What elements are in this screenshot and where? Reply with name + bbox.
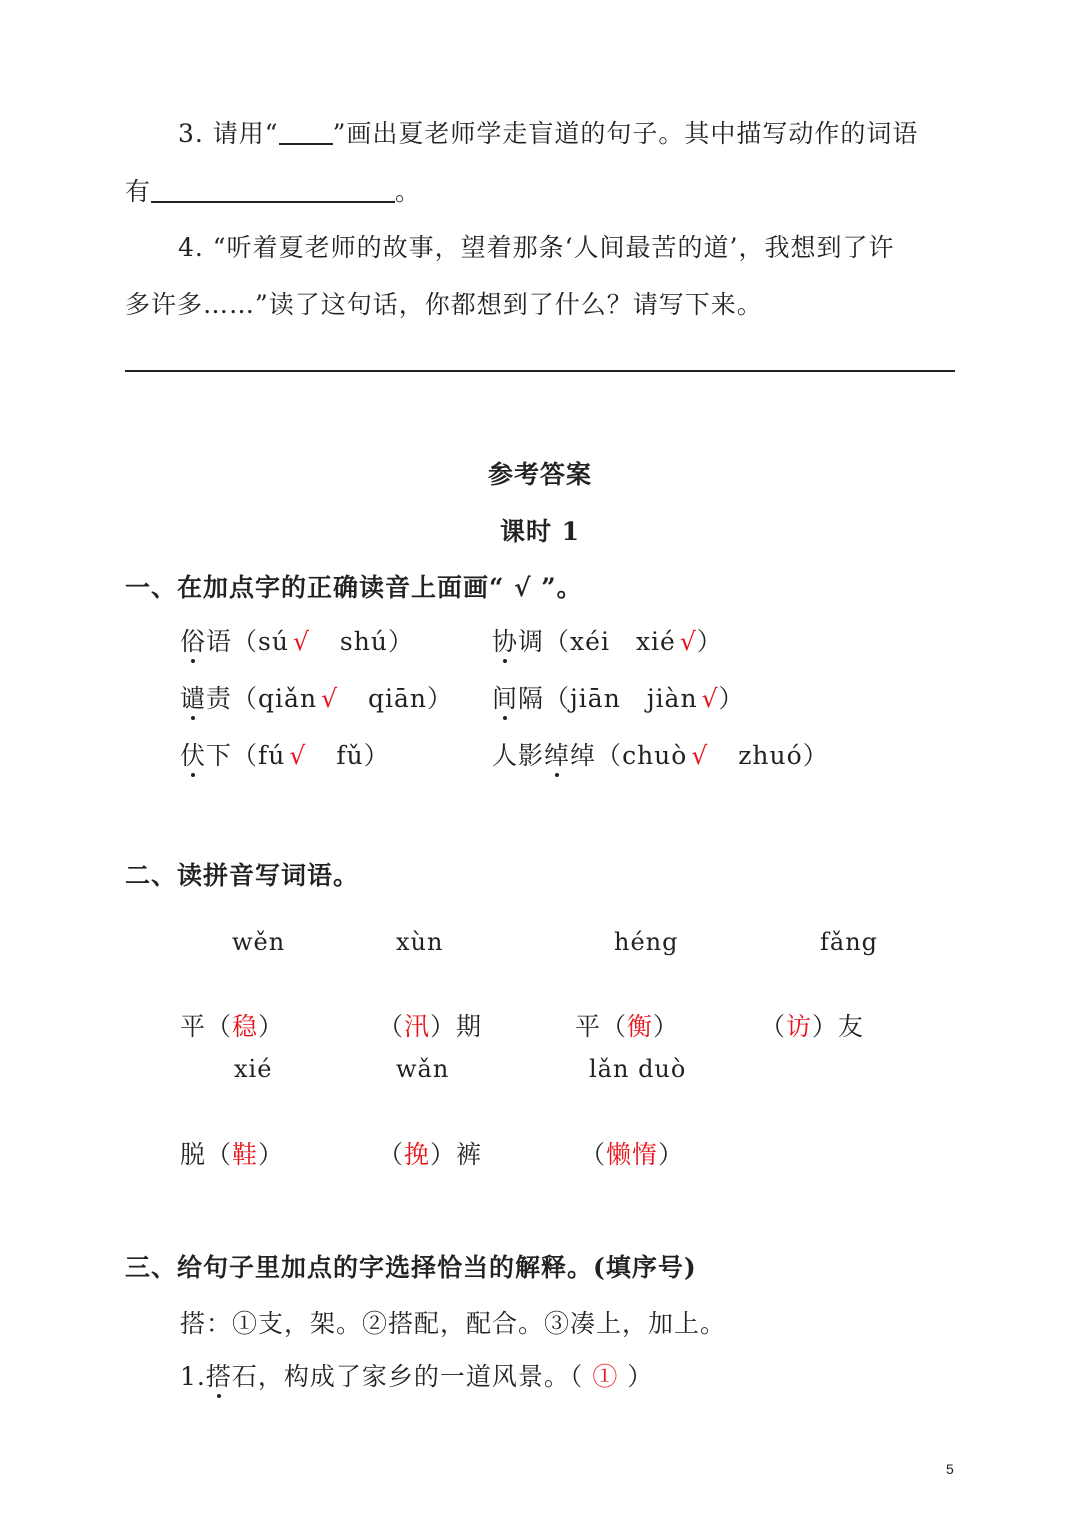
check-mark: √ <box>292 627 310 656</box>
check-mark: √ <box>701 684 719 713</box>
pronunciation-item: 间隔（jiān jiàn √） <box>492 679 745 715</box>
section-3-question-1: 1.搭石，构成了家乡的一道风景。（ ① ） <box>180 1357 653 1393</box>
pinyin-label: wěn <box>232 928 286 956</box>
section-3-heading: 三、给句子里加点的字选择恰当的解释。(填序号) <box>125 1253 697 1282</box>
pinyin-label: wǎn <box>396 1055 450 1083</box>
page-number: 5 <box>946 1461 954 1477</box>
lesson-title: 课时 1 <box>499 517 581 546</box>
question-4-line2: 多许多……”读了这句话，你都想到了什么？请写下来。 <box>125 290 763 319</box>
word-answer: （懒惰） <box>580 1140 685 1169</box>
answer-key-title: 参考答案 <box>487 460 592 489</box>
word-answer: 平（稳） <box>180 1012 285 1041</box>
pinyin-label: xié <box>234 1055 273 1083</box>
word-answer: 脱（鞋） <box>180 1140 285 1169</box>
section-2-heading: 二、读拼音写词语。 <box>125 861 360 890</box>
answer-blank-short[interactable] <box>279 119 333 145</box>
answer-writing-line[interactable] <box>125 370 955 372</box>
pronunciation-item: 伏下（fú √ fǔ） <box>180 736 390 772</box>
question-3-line1: 3. 请用“ ”画出夏老师学走盲道的句子。其中描写动作的词语 <box>178 119 919 148</box>
word-answer: （汛）期 <box>378 1012 483 1041</box>
pronunciation-item: 谴责（qiǎn √ qiān） <box>180 679 453 715</box>
pronunciation-item: 俗语（sú √ shú） <box>180 622 414 658</box>
pinyin-label: héng <box>614 928 679 956</box>
word-answer: （挽）裤 <box>378 1140 483 1169</box>
pronunciation-item: 协调（xéi xié √） <box>492 622 723 658</box>
check-mark: √ <box>679 627 697 656</box>
question-4-line1: 4. “听着夏老师的故事，望着那条‘人间最苦的道’，我想到了许 <box>178 233 895 262</box>
pinyin-label: fǎng <box>820 928 879 956</box>
definition-line: 搭：①支，架。②搭配，配合。③凑上，加上。 <box>180 1309 727 1338</box>
answer-blank-long[interactable] <box>151 177 395 203</box>
pronunciation-item: 人影绰绰（chuò √ zhuó） <box>492 736 829 772</box>
word-answer: 平（衡） <box>575 1012 680 1041</box>
pinyin-label: xùn <box>396 928 444 956</box>
check-mark: √ <box>321 684 338 713</box>
question-3-line2: 有 。 <box>125 177 422 206</box>
check-mark: √ <box>691 741 709 770</box>
pinyin-label: lǎn duò <box>589 1055 687 1083</box>
check-mark: √ <box>289 741 307 770</box>
section-1-heading: 一、在加点字的正确读音上面画“ √ ”。 <box>125 573 583 602</box>
word-answer: （访）友 <box>760 1012 865 1041</box>
